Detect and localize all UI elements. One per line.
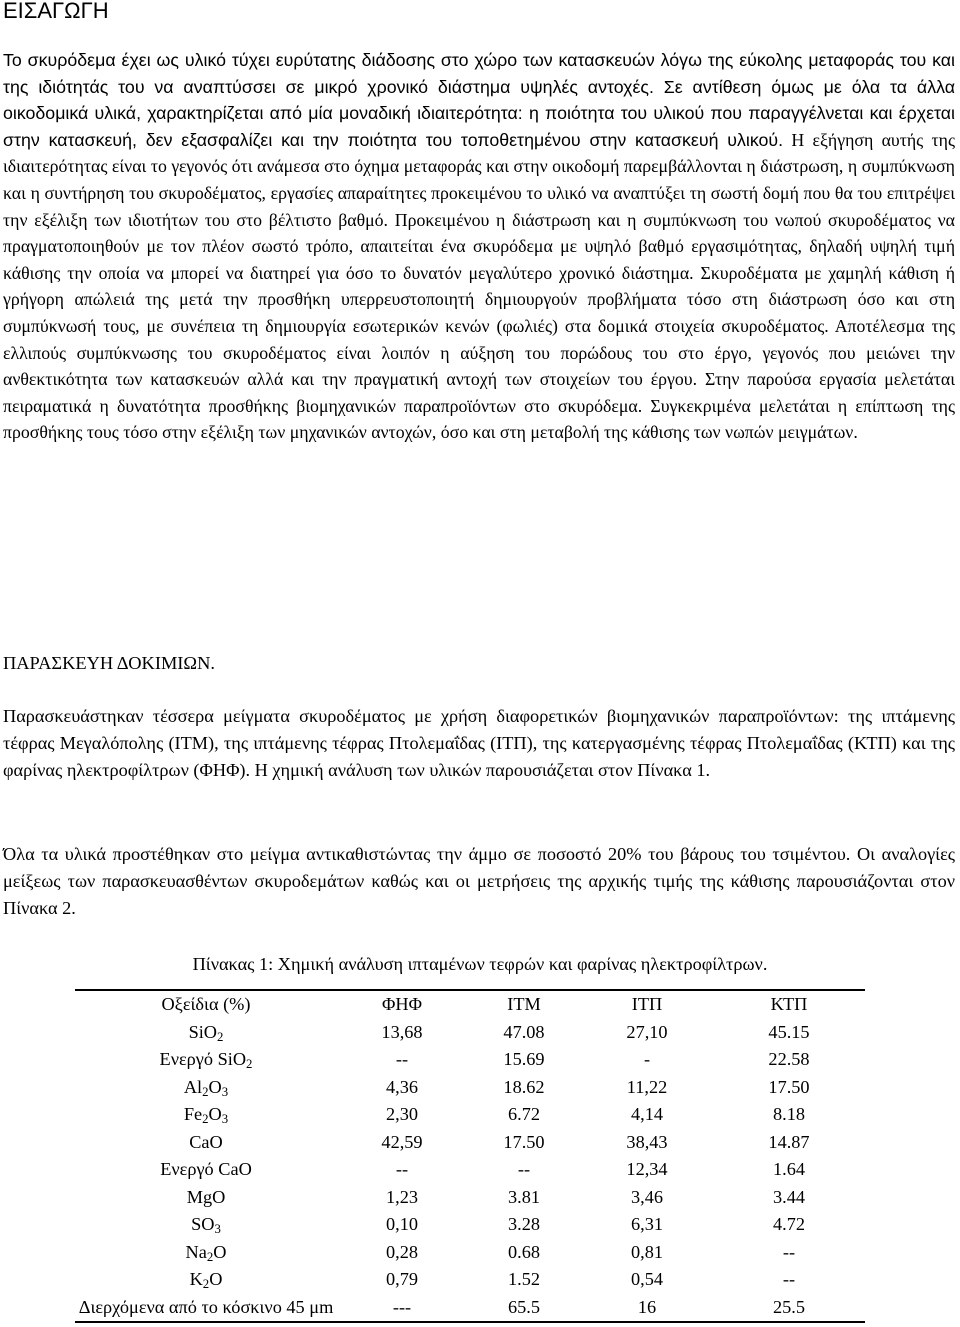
- table-cell: --: [395, 1049, 409, 1070]
- table-cell: --: [782, 1241, 796, 1262]
- table-cell: 15.69: [503, 1049, 545, 1070]
- table-row: [75, 1101, 865, 1129]
- table-cell: 4,36: [386, 1076, 418, 1097]
- row-label: Διερχόμενα από το κόσκινο 45 μm: [78, 1296, 334, 1317]
- table-cell: --: [517, 1159, 531, 1180]
- table-cell: 1,23: [386, 1186, 418, 1207]
- table-row: [75, 1184, 865, 1212]
- table-cell: 1.52: [508, 1269, 540, 1290]
- table-row: [75, 1129, 865, 1157]
- table-cell: 42,59: [381, 1131, 423, 1152]
- table-cell: 17.50: [768, 1076, 810, 1097]
- table-cell: -: [643, 1049, 651, 1070]
- table-header-row: [75, 990, 865, 1019]
- table-row: [75, 1156, 865, 1184]
- introduction-paragraph: [3, 47, 955, 446]
- table-cell: --: [395, 1159, 409, 1180]
- table-cell: 18.62: [503, 1076, 545, 1097]
- table-cell: 4,14: [631, 1104, 663, 1125]
- column-header-itp: ΙΤΠ: [631, 994, 663, 1015]
- table-row: [75, 1294, 865, 1323]
- row-label: $Na_2O$: [185, 1241, 227, 1264]
- table-cell: 38,43: [626, 1131, 668, 1152]
- section-title-introduction: ΕΙΣΑΓΩΓΗ: [3, 0, 109, 23]
- row-label: MgO: [186, 1186, 226, 1207]
- table-cell: 22.58: [768, 1049, 810, 1070]
- table-row: [75, 1019, 865, 1047]
- table-cell: 2,30: [386, 1104, 418, 1125]
- row-label: $K_2O$: [189, 1269, 223, 1292]
- table-row: [75, 1211, 865, 1239]
- row-label: $SO_3$: [191, 1214, 221, 1237]
- table-cell: 16: [637, 1296, 657, 1317]
- table-cell: 3.28: [508, 1214, 540, 1235]
- column-header-oxides: Οξείδια (%): [161, 994, 251, 1015]
- column-header-itm: ΙΤΜ: [507, 994, 541, 1015]
- table-cell: 27,10: [626, 1021, 668, 1042]
- table-cell: 11,22: [626, 1076, 668, 1097]
- table-cell: 17.50: [503, 1131, 545, 1152]
- table-body: [75, 1019, 865, 1323]
- table-cell: 3.81: [508, 1186, 540, 1207]
- table-cell: 6.72: [508, 1104, 540, 1125]
- table-cell: --: [782, 1269, 796, 1290]
- preparation-paragraph-2: Όλα τα υλικά προστέθηκαν στο μείγμα αντικαθιστώντας την άμμο σε ποσοστό 20% του βάρους του τσιμέντου. Οι αναλογίες μείξεως των παρασκευασθέντων σκυροδεμάτων καθώς και οι μετρήσεις της αρχικής τιμής της κάθισης παρουσιάζονται στον Πίνακα 2.: [3, 844, 955, 919]
- table-cell: 3,46: [631, 1186, 663, 1207]
- table-cell: 45.15: [768, 1021, 810, 1042]
- table-cell: 0.68: [508, 1241, 540, 1262]
- table-row: [75, 1239, 865, 1267]
- row-label: SiO$_2$: [188, 1021, 224, 1044]
- table-cell: 0,54: [631, 1269, 663, 1290]
- table-cell: 25.5: [773, 1296, 805, 1317]
- table-row: [75, 1046, 865, 1074]
- chemical-analysis-table: [75, 989, 865, 1323]
- table-1-caption: Πίνακας 1: Χημική ανάλυση ιπταμένων τεφρών και φαρίνας ηλεκτροφίλτρων.: [192, 954, 768, 974]
- table-cell: 0,81: [631, 1241, 663, 1262]
- column-header-fhf: ΦΗΦ: [382, 994, 422, 1015]
- row-label: $Al_2O_3$: [183, 1076, 229, 1099]
- table-cell: 12,34: [626, 1159, 668, 1180]
- table-cell: 0,79: [386, 1269, 418, 1290]
- preparation-paragraph-1: Παρασκευάστηκαν τέσσερα μείγματα σκυροδέματος με χρήση διαφορετικών βιομηχανικών παραπροϊόντων: της ιπτάμενης τέφρας Μεγαλόπολης (ΙΤΜ), της ιπτάμενης τέφρας Πτολεμαΐδας (ΙΤΠ), της κατεργασμένης τέφρας Πτολεμαΐδας (ΚΤΠ) και της φαρίνας ηλεκτροφίλτρων (ΦΗΦ). Η χημική ανάλυση των υλικών παρουσιάζεται στον Πίνακα 1.: [3, 706, 955, 781]
- table-cell: 1.64: [773, 1159, 805, 1180]
- row-label: CaO: [189, 1131, 223, 1152]
- row-label: Ενεργό CaO: [160, 1159, 252, 1180]
- table-cell: 47.08: [503, 1021, 545, 1042]
- section-title-specimen-preparation: ΠΑΡΑΣΚΕΥΗ ΔΟΚΙΜΙΩΝ.: [3, 653, 215, 673]
- column-header-ktp: ΚΤΠ: [770, 994, 808, 1015]
- introduction-text-part-2: Η εξήγηση αυτής της ιδιαιτερότητας είναι το γεγονός ότι ανάμεσα στο όχημα μεταφοράς και στην οικοδομή παρεμβάλλονται η διάστρωση, η συμπύκνωση και η συντήρηση του σκυροδέματος, εργασίες απαραίτητες προκειμένου το υλικό να αναπτύξει τη σωστή δομή που θα του επιτρέψει την εξέλιξη των ιδιοτήτων του στο βέλτιστο βαθμό. Προκειμένου η διάστρωση και η συμπύκνωση του νωπού σκυροδέματος να πραγματοποιηθούν με τον πλέον σωστό τρόπο, απαιτείται ένα σκυρόδεμα με υψηλό βαθμό εργασιμότητας, δηλαδή υψηλή τιμή κάθισης την οποία να μπορεί να διατηρεί για όσο το δυνατόν μεγαλύτερο χρονικό διάστημα. Σκυροδέματα με χαμηλή κάθιση ή γρήγορη απώλειά της μετά την προσθήκη υπερρευστοποιητή δημιουργούν προβλήματα τόσο στη διάστρωση όσο και στη συμπύκνωσή τους, με συνέπεια τη δημιουργία εσωτερικών κενών (φωλιές) στα δομικά στοιχεία σκυροδέματος. Αποτέλεσμα της ελλιπούς συμπύκνωσης του σκυροδέματος είναι λοιπόν η αύξηση του πορώδους του στο έργο, γεγονός που μειώνει την ανθεκτικότητα των κατασκευών αλλά και την πραγματική αντοχή των στοιχείων του έργου. Στην παρούσα εργασία μελετάται πειραματικά η δυνατότητα προσθήκης βιομηχανικών παραπροϊόντων στο σκυρόδεμα. Συγκεκριμένα μελετάται η επίπτωση της προσθήκης τους τόσο στην εξέλιξη των μηχανικών αντοχών, όσο και στη μεταβολή της κάθισης των νωπών μειγμάτων.: [3, 129, 955, 443]
- table-row: [75, 1074, 865, 1102]
- table-cell: 14.87: [768, 1131, 810, 1152]
- table-cell: 0,10: [386, 1214, 418, 1235]
- introduction-text-part-1: Το σκυρόδεμα έχει ως υλικό τύχει ευρύτατης διάδοσης στο χώρο των κατασκευών λόγω της εύκολης μεταφοράς του και της ιδιότητάς του να αναπτύσσει σε μικρό χρονικό διάστημα υψηλές αντοχές. Σε αντίθεση όμως με όλα τα άλλα οικοδομικά υλικά, χαρακτηρίζεται από μία μοναδική ιδιαιτερότητα: η ποιότητα του υλικού που παραγγέλνεται και έρχεται στην κατασκευή, δεν εξασφαλίζει και την ποιότητα του τοποθετημένου στην κατασκευή υλικού.: [3, 50, 955, 150]
- row-label: $Fe_2O_3$: [183, 1104, 229, 1127]
- table-cell: 6,31: [631, 1214, 663, 1235]
- table-cell: 4.72: [773, 1214, 805, 1235]
- table-cell: 3.44: [773, 1186, 805, 1207]
- table-cell: 8.18: [773, 1104, 805, 1125]
- table-cell: ---: [392, 1296, 412, 1317]
- table-cell: 65.5: [508, 1296, 540, 1317]
- table-cell: 13,68: [381, 1021, 423, 1042]
- table-row: [75, 1266, 865, 1294]
- row-label: Ενεργό SiO$_2$: [159, 1049, 253, 1072]
- table-cell: 0,28: [386, 1241, 418, 1262]
